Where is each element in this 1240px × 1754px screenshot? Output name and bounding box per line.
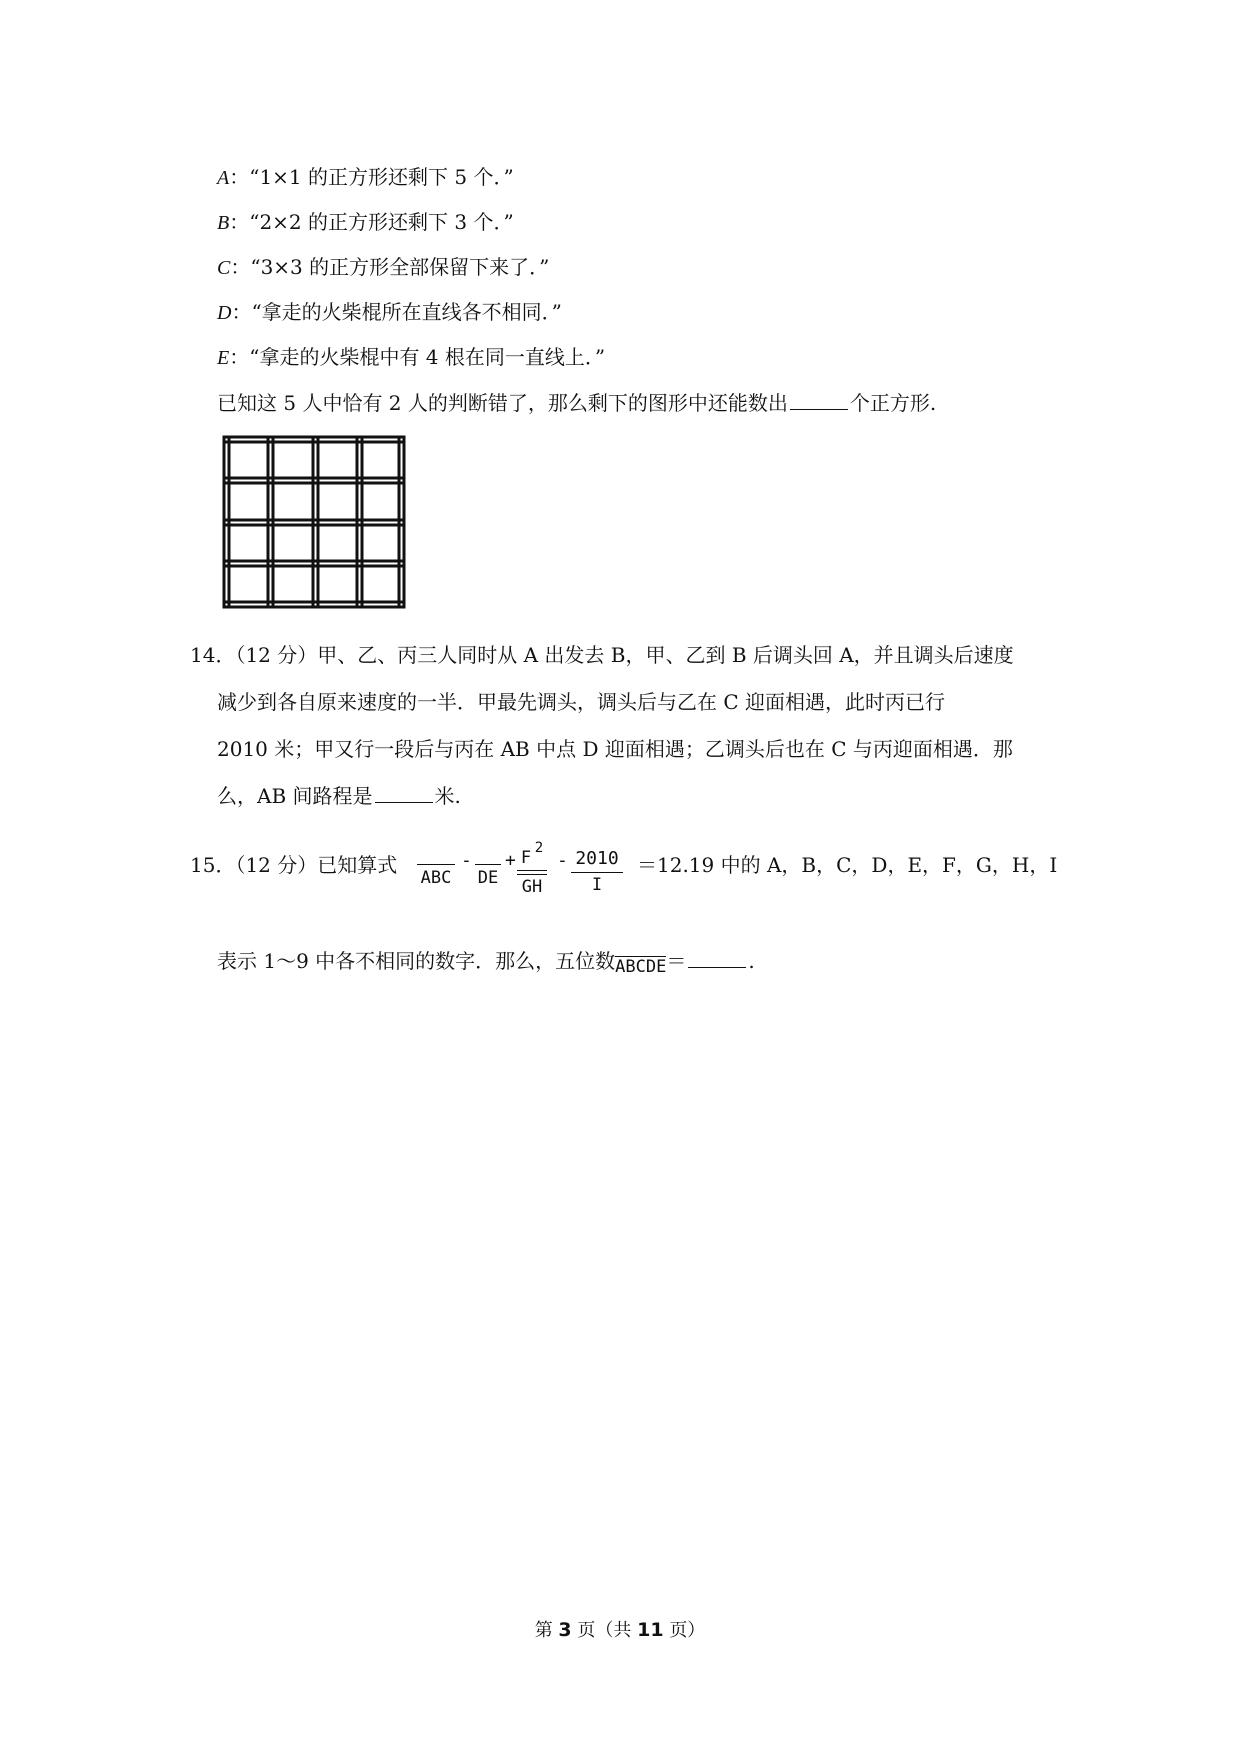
q14-text-4: 么，AB 间路程是 <box>217 784 373 808</box>
q14-line2: 减少到各自原来速度的一半．甲最先调头，调头后与乙在 C 迎面相遇，此时丙已行 <box>217 690 946 714</box>
statement-text: ：“1×1 的正方形还剩下 5 个．” <box>229 165 514 189</box>
matchstick-grid-figure <box>221 434 407 610</box>
total-page-number: 11 <box>637 1619 664 1641</box>
minus-sign: - <box>557 850 568 871</box>
frac4-denominator: I <box>591 875 603 895</box>
statement-label: A <box>217 167 230 189</box>
statement-label: E <box>217 347 230 369</box>
frac3-denominator: GH <box>521 877 543 897</box>
q13-conclusion-text: 已知这 5 人中恰有 2 人的判断错了，那么剩下的图形中还能数出 <box>217 391 788 415</box>
q15-number: 15． <box>190 853 236 877</box>
fraction-bar <box>475 864 501 865</box>
footer-pre: 第 <box>534 1620 553 1641</box>
statement-d <box>217 299 562 326</box>
q13-conclusion-suffix: 个正方形. <box>849 391 937 415</box>
q15-line2 <box>217 948 755 976</box>
q14-line1 <box>190 642 1014 668</box>
frac1-denominator: ABC <box>420 868 452 888</box>
plus-sign: + <box>505 850 516 871</box>
q14-number: 14． <box>190 643 236 667</box>
footer-mid: 页（共 <box>577 1620 632 1641</box>
q13-conclusion <box>217 390 936 416</box>
fraction-bar <box>571 872 623 873</box>
equals-sign: ＝ <box>666 949 687 973</box>
q14-line4 <box>217 783 461 809</box>
matchstick-grid-svg <box>221 434 407 610</box>
statement-text: ：“拿走的火柴棍中有 4 根在同一直线上．” <box>229 345 606 369</box>
q15-line1-end: ＝12.19 中的 A，B，C，D，E，F，G，H，I <box>637 853 1058 877</box>
statement-a <box>217 164 514 191</box>
answer-blank <box>688 949 746 968</box>
frac2-denominator: DE <box>477 868 499 888</box>
frac3-exponent: 2 <box>534 840 544 856</box>
statement-b <box>217 209 514 236</box>
fraction-bar <box>417 864 455 865</box>
statement-text: ：“拿走的火柴棍所在直线各不相同．” <box>231 300 562 324</box>
period: . <box>748 949 755 973</box>
answer-blank <box>375 784 433 803</box>
q15-intro: （12 分）已知算式 <box>235 853 398 877</box>
q15-formula <box>413 840 635 906</box>
statement-label: C <box>217 257 231 279</box>
q14-line3: 2010 米；甲又行一段后与丙在 AB 中点 D 迎面相遇；乙调头后也在 C 与丙迎面相遇．那 <box>217 737 1013 761</box>
q15-text-2: 表示 1～9 中各不相同的数字．那么，五位数 <box>217 949 616 973</box>
statement-label: D <box>217 302 232 324</box>
statement-e <box>217 344 605 371</box>
fraction-bar <box>517 874 547 875</box>
statement-c <box>217 254 549 281</box>
five-digit-number: ABCDE <box>615 957 667 977</box>
footer-post: 页） <box>669 1620 706 1641</box>
q15-line1-start <box>190 852 397 878</box>
current-page-number: 3 <box>558 1619 572 1641</box>
frac4-numerator: 2010 <box>575 848 619 869</box>
statement-label: B <box>217 212 230 234</box>
fraction-bar <box>517 870 547 871</box>
q14-text-1: （12 分）甲、乙、丙三人同时从 A 出发去 B，甲、乙到 B 后调头回 A，并且调头后速度 <box>235 643 1014 667</box>
q14-text-4-suffix: 米. <box>434 784 461 808</box>
statement-text: ：“3×3 的正方形全部保留下来了．” <box>230 255 550 279</box>
page-footer <box>0 1616 1240 1642</box>
answer-blank <box>790 391 848 410</box>
frac3-numerator: F <box>520 848 532 868</box>
statement-text: ：“2×2 的正方形还剩下 3 个．” <box>229 210 514 234</box>
minus-sign: - <box>461 850 472 871</box>
